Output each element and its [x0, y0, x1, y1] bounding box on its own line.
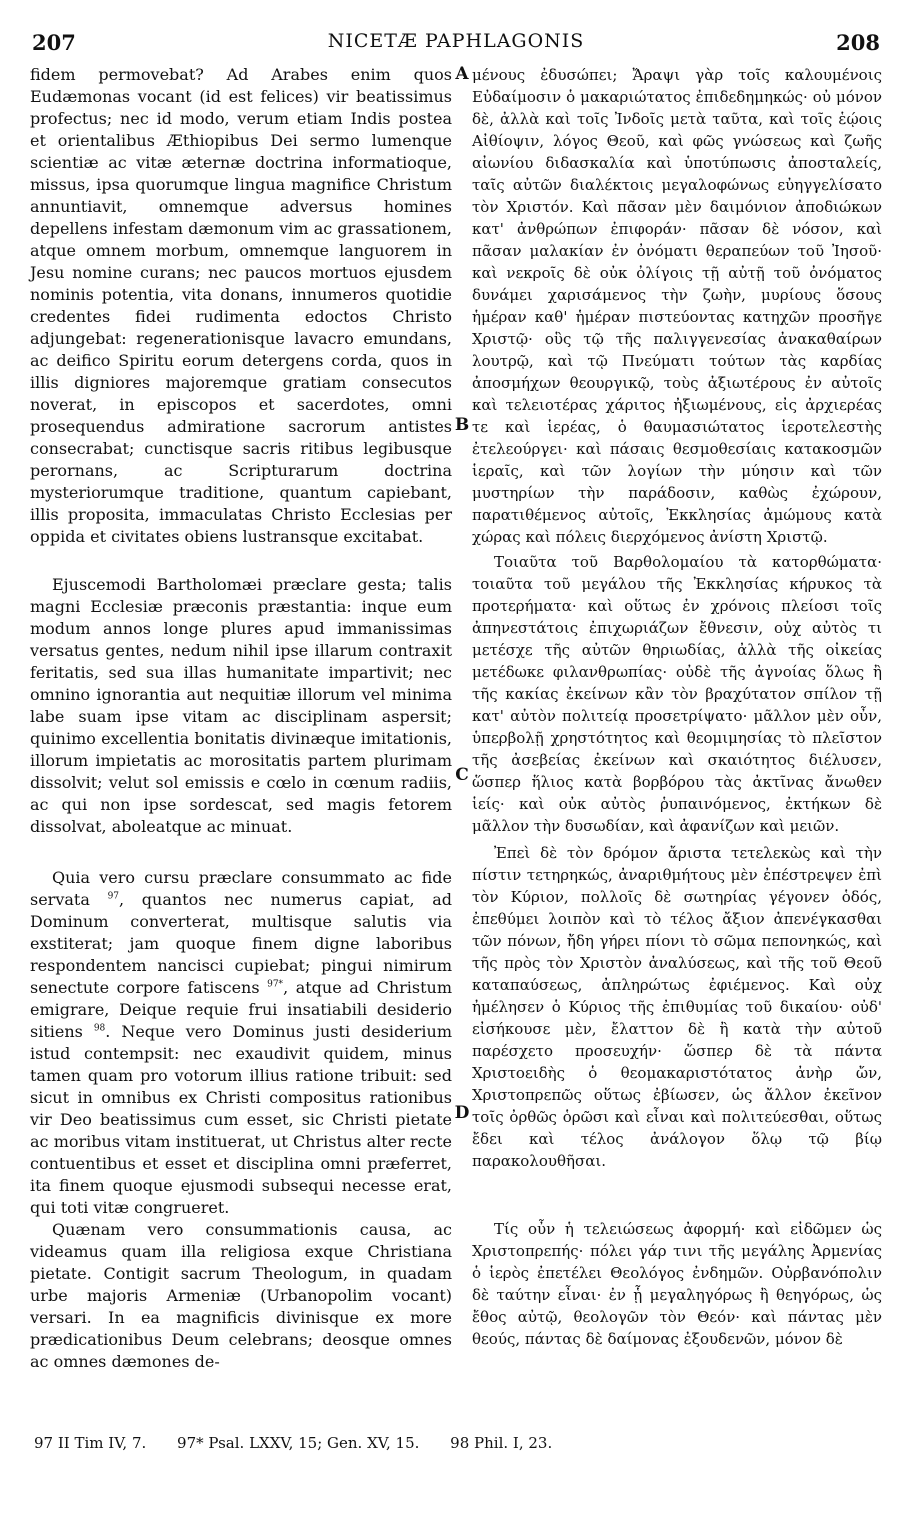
- margin-letter-d: D: [454, 1103, 470, 1123]
- footnotes: [34, 1434, 874, 1452]
- latin-paragraph: Quænam vero consummationis causa, ac videamus quam illa religiosa exque Christiana pietate. Contigit sacrum Theologum, in quadam urbe majoris Armeniæ (Urbanopolim vocant) versari. In ea magnificis divinisque ex more prædicationibus Deum celebrans; deosque omnes ac omnes dæmones de-: [30, 1220, 452, 1371]
- running-title: NICETÆ PAPHLAGONIS: [327, 30, 585, 52]
- margin-letter-a: A: [455, 64, 469, 84]
- latin-text: Quia vero cursu præclare consummato ac fide servata: [30, 868, 452, 909]
- latin-paragraph: Ejuscemodi Bartholomæi præclare gesta; talis magni Ecclesiæ præconis præstantia: inque eum modum annos longe plures apud immanissimas versatus gentes, nedum nihil ipse illarum contraxit feritatis, sed sua illas humanitate impartivit; nec omnino ignorantia aut nequitiæ illorum vel minima labe suam ipse vitam ac disciplinam aspersit; quinimo excellentia bonitatis divinæque imitationis, illorum impietatis ac morositatis partem plurimam dissolvit; velut sol emissis e cœlo in cœnum radiis, ac qui non ipse sordescat, sed magis fetorem dissolvat, aboleatque ac minuat.: [30, 575, 452, 836]
- footnote-ref: 97*: [267, 979, 284, 990]
- page-header: [32, 30, 880, 60]
- greek-paragraph: Ἐπεὶ δὲ τὸν δρόμον ἄριστα τετελεκὼς καὶ τὴν πίστιν τετηρηκώς, ἀναριθμήτους μὲν ἐπέστρεψεν ἐπὶ τὸν Κύριον, πολλοῖς δὲ σωτηρίας γέγονεν ὁδός, ἐπεθύμει λοιπὸν καὶ τὸ τέλος ἄξιον ἀπενέγκασθαι τῶν πόνων, ἤδη γήρει πίονι τὸ σῶμα πεπονηκώς, καὶ τῆς πρὸς τὸν Χριστὸν ἀναλύσεως, καὶ τῆς τοῦ Θεοῦ καταπαύσεως, ἀπληρώτως ἐφιέμενος. Καὶ οὐχ ἠμέλησεν ὁ Κύριος τῆς ἐπιθυμίας τοῦ δικαίου· οὐδ' εἰσήκουσε μὲν, ἔλαττον δὲ ἢ κατὰ τὴν αὐτοῦ παρέσχετο προσευχήν· ὥσπερ δὲ τὰ πάντα Χριστοειδὴς ὁ θεομακαριστότατος ἀνὴρ ὤν, Χριστοπρεπῶς οὕτως ἐβίωσεν, ὡς ἄλλον ἐκεῖνον τοῖς ὀρθῶς ὁρῶσι καὶ εἶναι καὶ πολιτεύεσθαι, οὕτως ἔδει καὶ τέλος ἀνάλογον ὅλῳ τῷ βίῳ παρακολουθῆσαι.: [472, 844, 882, 1170]
- latin-text: . Neque vero Dominus justi desiderium istud contempsit: nec exaudivit quidem, minus tamen quam pro votorum illius ratione tribuit: sed sicut in omnibus ex Christi compositus rationibus vir Deo beatissimus cum esset, sic Christi pietate ac moribus vitam instituerat, ut Christus alter recte contuentibus et esset et disciplina omni præferret, ita finem quoque ejusmodi subsequi necesse erat, qui toti vitæ congrueret.: [30, 1022, 453, 1217]
- greek-paragraph: μένους ἐδυσώπει; Ἄραψι γὰρ τοῖς καλουμένοις Εὐδαίμοσιν ὁ μακαριώτατος ἐπιδεδημηκώς· οὐ μόνον δὲ, ἀλλὰ καὶ τοῖς Ἰνδοῖς μετὰ ταῦτα, καὶ τοῖς ἑῴοις Αἰθίοψιν, λόγος Θεοῦ, καὶ φῶς γνώσεως καὶ ζωῆς αἰωνίου διδασκαλία καὶ ὑποτύπωσις ἀποσταλείς, ταῖς αὐτῶν διαλέκτοις μεγαλοφώνως εὐηγγελίσατο τὸν Χριστόν. Καὶ πᾶσαν μὲν δαιμόνιον ἀποδιώκων κατ' ἀνθρώπων ἐπιφοράν· πᾶσαν δὲ νόσον, καὶ πᾶσαν μαλακίαν ἐν ὀνόματι θεραπεύων τοῦ Ἰησοῦ· καὶ νεκροῖς δὲ οὐκ ὀλίγοις τῇ αὐτῇ τοῦ ὀνόματος δυνάμει χαρισάμενος τὴν ζωὴν, μυρίους ὅσους ἡμέραν καθ' ἡμέραν πιστεύοντας κατηχῶν προσῆγε Χριστῷ· οὓς τῷ τῆς παλιγγενεσίας ἀνακαθαίρων λουτρῷ, καὶ τῷ Πνεύματι τούτων τὰς καρδίας ἀποσμήχων θεουργικῷ, τοὺς ἀξιωτέρους ἐν αὐτοῖς καὶ τελειοτέρας χάριτος ἠξιωμένους, εἰς ἀρχιερέας τε καὶ ἱερέας, ὁ θαυμασιώτατος ἱεροτελεστὴς ἐτελεούργει· καὶ πάσαις θεσμοθεσίαις κατακοσμῶν ἱεραῖς, καὶ τῶν λογίων τὴν μύησιν καὶ τῶν μυστηρίων τὴν παράδοσιν, καθὼς ἐχώρουν, παρατιθέμενος αὐτοῖς, Ἐκκλησίας ἀμώμους κατὰ χώρας καὶ πόλεις διερχόμενος ἀνίστη Χριστῷ.: [472, 66, 882, 546]
- greek-paragraph: Τοιαῦτα τοῦ Βαρθολομαίου τὰ κατορθώματα· τοιαῦτα τοῦ μεγάλου τῆς Ἐκκλησίας κήρυκος τὰ προτερήματα· καὶ οὕτως ἐν χρόνοις πλείοσι τοῖς ἀπηνεστάτοις ἐπιχωριάζων ἔθνεσιν, οὐχ αὐτὸς τι μετέσχε τῆς αὐτῶν θηριωδίας, ἀλλὰ τῆς οἰκείας μετέδωκε φιλανθρωπίας· οὐδὲ τῆς ἀγνοίας ὅλως ἢ τῆς κακίας ἐκείνων κἂν τὸν βραχύτατον σπίλον τῇ κατ' αὐτὸν πολιτείᾳ προσετρίψατο· μᾶλλον μὲν οὖν, ὑπερβολῇ χρηστότητος καὶ θεομιμησίας τὸ πλεῖστον τῆς ἀσεβείας ἐκείνων καὶ σκαιότητος διέλυσεν, ὥσπερ ἥλιος κατὰ βορβόρου τὰς ἀκτῖνας ἄνωθεν ἱείς· καὶ οὐκ αὐτὸς ῥυπαινόμενος, ἐκτήκων δὲ μᾶλλον τὴν δυσωδίαν, καὶ ἀφανίζων καὶ μειῶν.: [472, 553, 882, 835]
- latin-column: [30, 64, 452, 1373]
- margin-letter-b: B: [454, 415, 470, 435]
- latin-paragraph: fidem permovebat? Ad Arabes enim quos Eudæmonas vocant (id est felices) vir beatissimus profectus; nec id modo, verum etiam Indis postea et orientalibus Æthiopibus Dei sermo lumenque scientiæ ac vitæ æternæ doctrina informatioque, missus, ipsa quorumque lingua magnifice Christum annuntiavit, omnemque adversus homines depellens infestam dæmonum vim ac grassationem, atque omnem morbum, omnemque languorem in Jesu nomine curans; nec paucos mortuos ejusdem nominis potentia, vita donans, innumeros quotidie credentes fidei rudimenta edoctos Christo adjungebat: regenerationisque lavacro emundans, ac deifico Spiritu eorum detergens corda, quos in illis digniores majoremque gratiam consecutos noverat, in episcopos et sacerdotes, omni prosequendus admiratione sacrorum antistes consecrabat; cunctisque sacris ritibus legibusque perornans, ac Scripturarum doctrina mysteriorumque traditione, quantum capiebant, illis proposita, immaculatas Christo Ecclesias per oppida et civitates obiens lustransque excitabat.: [30, 65, 452, 546]
- latin-text: , atque ad Christum emigrare, Deique requie frui insatiabili desiderio sitiens: [30, 978, 453, 1041]
- footnote: 97 II Tim IV, 7.: [34, 1434, 147, 1452]
- footnote: 97* Psal. LXXV, 15; Gen. XV, 15.: [177, 1434, 420, 1452]
- footnote-ref: 97: [107, 891, 120, 902]
- margin-letter-c: C: [455, 765, 469, 785]
- greek-paragraph: Τίς οὖν ἡ τελειώσεως ἀφορμή· καὶ εἰδῶμεν ὡς Χριστοπρεπής· πόλει γάρ τινι τῆς μεγάλης Ἀρμενίας ὁ ἱερὸς ἐπετέλει Θεολόγος ἐνδημῶν. Οὐρβανόπολιν δὲ ταύτην εἶναι· ἐν ᾗ μεγαληγόρως ἢ θεηγόρως, ὡς ἔθος αὐτῷ, θεολογῶν τὸν Θεόν· καὶ πάντας μὲν θεούς, πάντας δὲ δαίμονας ἐξουδενῶν, μόνον δὲ: [472, 1220, 882, 1348]
- latin-paragraph: [30, 867, 452, 1219]
- page-number-right: 208: [836, 30, 880, 55]
- latin-text: , quantos nec numerus capiat, ad Dominum converterat, multisque salutis via exstiterat; jam quoque finem digne laboribus respondentem nancisci cupiebat; pingui nimirum senectute corpore fatiscens: [30, 890, 452, 997]
- greek-column: [472, 64, 882, 1350]
- footnote: 98 Phil. I, 23.: [450, 1434, 553, 1452]
- page-number-left: 207: [32, 30, 76, 55]
- footnote-ref: 98: [93, 1023, 106, 1034]
